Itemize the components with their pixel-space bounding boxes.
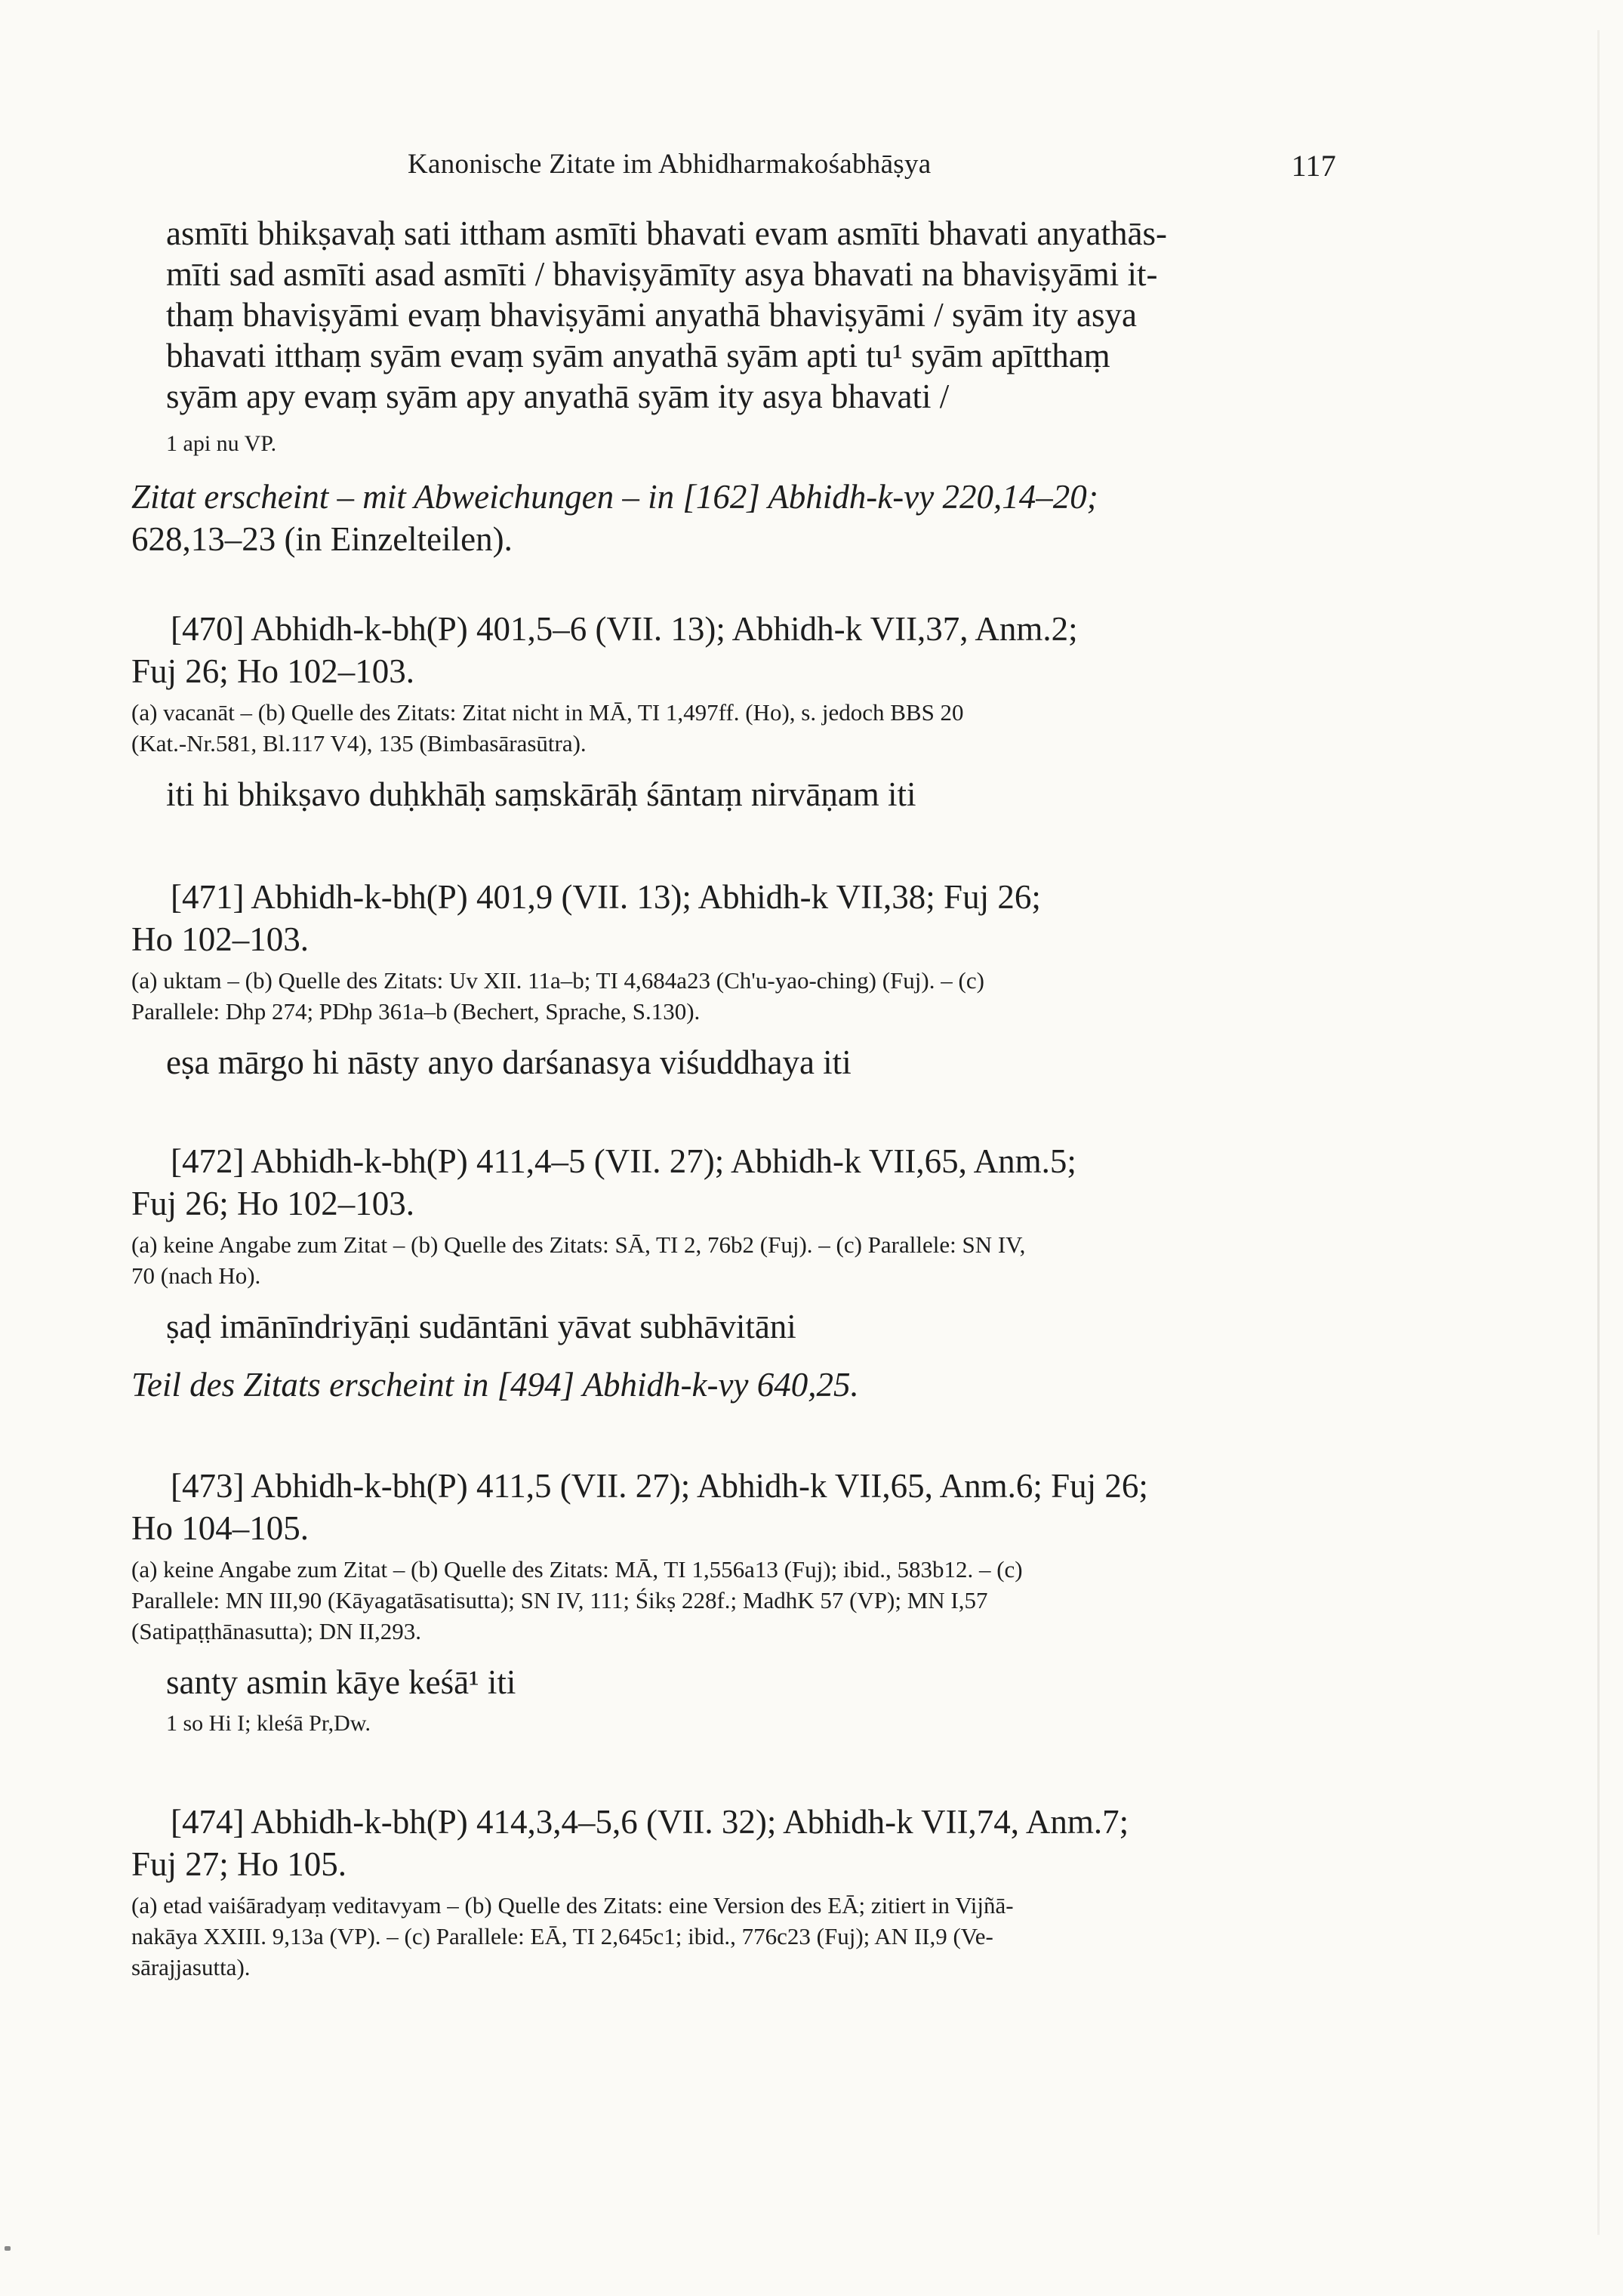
remark-line: Zitat erscheint – mit Abweichungen – in [162] Abhidh-k-vy 220,14–20;: [131, 478, 1098, 516]
footnote: 1 api nu VP.: [166, 431, 277, 456]
entry-reference: Ho 102–103.: [131, 920, 309, 958]
sanskrit-quotation: santy asmin kāye keśā¹ iti: [166, 1663, 516, 1701]
running-title: Kanonische Zitate im Abhidharmakośabhāṣya: [408, 149, 932, 180]
entry-note: Parallele: MN III,90 (Kāyagatāsatisutta); SN IV, 111; Śikṣ 228f.; MadhK 57 (VP); MN I,57: [131, 1587, 988, 1613]
entry-note: (a) uktam – (b) Quelle des Zitats: Uv XII. 11a–b; TI 4,684a23 (Ch'u-yao-ching) (Fuj). – (c): [131, 967, 984, 994]
entry-note: Parallele: Dhp 274; PDhp 361a–b (Bechert, Sprache, S.130).: [131, 998, 701, 1025]
entry-note: nakāya XXIII. 9,13a (VP). – (c) Parallele: EĀ, TI 2,645c1; ibid., 776c23 (Fuj); AN II,9 (Ve-: [131, 1923, 993, 1949]
sanskrit-line: bhavati itthaṃ syām evaṃ syām anyathā syām apti tu¹ syām apītthaṃ: [166, 337, 1110, 374]
entry-note: sārajjasutta).: [131, 1954, 251, 1980]
entry-note: (a) etad vaiśāradyaṃ veditavyam – (b) Quelle des Zitats: eine Version des EĀ; zitiert in Vijñā-: [131, 1892, 1014, 1918]
entry-note: (a) keine Angabe zum Zitat – (b) Quelle des Zitats: SĀ, TI 2, 76b2 (Fuj). – (c) Parallele: SN IV,: [131, 1231, 1026, 1258]
intro-quotation: [131, 213, 1324, 459]
entry-reference: [473] Abhidh-k-bh(P) 411,5 (VII. 27); Abhidh-k VII,65, Anm.6; Fuj 26;: [171, 1467, 1148, 1505]
entry-reference: Fuj 26; Ho 102–103.: [131, 1185, 415, 1222]
page-number: 117: [1291, 149, 1336, 183]
entry-474: [131, 1801, 1324, 1983]
entry-note: (a) keine Angabe zum Zitat – (b) Quelle des Zitats: MĀ, TI 1,556a13 (Fuj); ibid., 583b12. – (c): [131, 1556, 1023, 1583]
entry-471: [131, 876, 1324, 1083]
entry-472: [131, 1140, 1324, 1406]
entry-reference: [472] Abhidh-k-bh(P) 411,4–5 (VII. 27); Abhidh-k VII,65, Anm.5;: [171, 1142, 1076, 1180]
entry-473: [131, 1465, 1324, 1739]
entry-note: (Satipaṭṭhānasutta); DN II,293.: [131, 1618, 421, 1644]
sanskrit-line: thaṃ bhaviṣyāmi evaṃ bhaviṣyāmi anyathā bhaviṣyāmi / syām ity asya: [166, 296, 1137, 334]
sanskrit-quotation: ṣaḍ imānīndriyāṇi sudāntāni yāvat subhāvitāni: [166, 1308, 796, 1345]
scan-edge-mark: [1597, 30, 1600, 2235]
footnote: 1 so Hi I; kleśā Pr,Dw.: [166, 1711, 371, 1736]
sanskrit-line: syām apy evaṃ syām apy anyathā syām ity asya bhavati /: [166, 378, 950, 415]
entry-470: [131, 608, 1324, 815]
sanskrit-line: asmīti bhikṣavaḥ sati ittham asmīti bhavati evam asmīti bhavati anyathās-: [166, 214, 1167, 252]
intro-remark: [131, 476, 1324, 560]
sanskrit-quotation: iti hi bhikṣavo duḥkhāḥ saṃskārāḥ śāntaṃ nirvāṇam iti: [166, 775, 916, 813]
entry-reference: [470] Abhidh-k-bh(P) 401,5–6 (VII. 13); Abhidh-k VII,37, Anm.2;: [171, 610, 1078, 648]
entry-reference: Fuj 27; Ho 105.: [131, 1845, 347, 1883]
entry-reference: [471] Abhidh-k-bh(P) 401,9 (VII. 13); Abhidh-k VII,38; Fuj 26;: [171, 878, 1041, 916]
entry-reference: Fuj 26; Ho 102–103.: [131, 652, 415, 690]
sanskrit-line: mīti sad asmīti asad asmīti / bhaviṣyāmīty asya bhavati na bhaviṣyāmi it-: [166, 255, 1158, 293]
running-header: [408, 148, 1336, 193]
entry-remark: Teil des Zitats erscheint in [494] Abhidh-k-vy 640,25.: [131, 1366, 859, 1404]
entry-note: (Kat.-Nr.581, Bl.117 V4), 135 (Bimbasārasūtra).: [131, 730, 587, 757]
entry-reference: Ho 104–105.: [131, 1509, 309, 1547]
entry-reference: [474] Abhidh-k-bh(P) 414,3,4–5,6 (VII. 32); Abhidh-k VII,74, Anm.7;: [171, 1803, 1129, 1841]
sanskrit-quotation: eṣa mārgo hi nāsty anyo darśanasya viśuddhaya iti: [166, 1043, 852, 1081]
remark-line: 628,13–23 (in Einzelteilen).: [131, 520, 513, 558]
scan-speck: [5, 2246, 11, 2251]
entry-note: 70 (nach Ho).: [131, 1262, 261, 1289]
entry-note: (a) vacanāt – (b) Quelle des Zitats: Zitat nicht in MĀ, TI 1,497ff. (Ho), s. jedoch BBS 20: [131, 699, 964, 726]
